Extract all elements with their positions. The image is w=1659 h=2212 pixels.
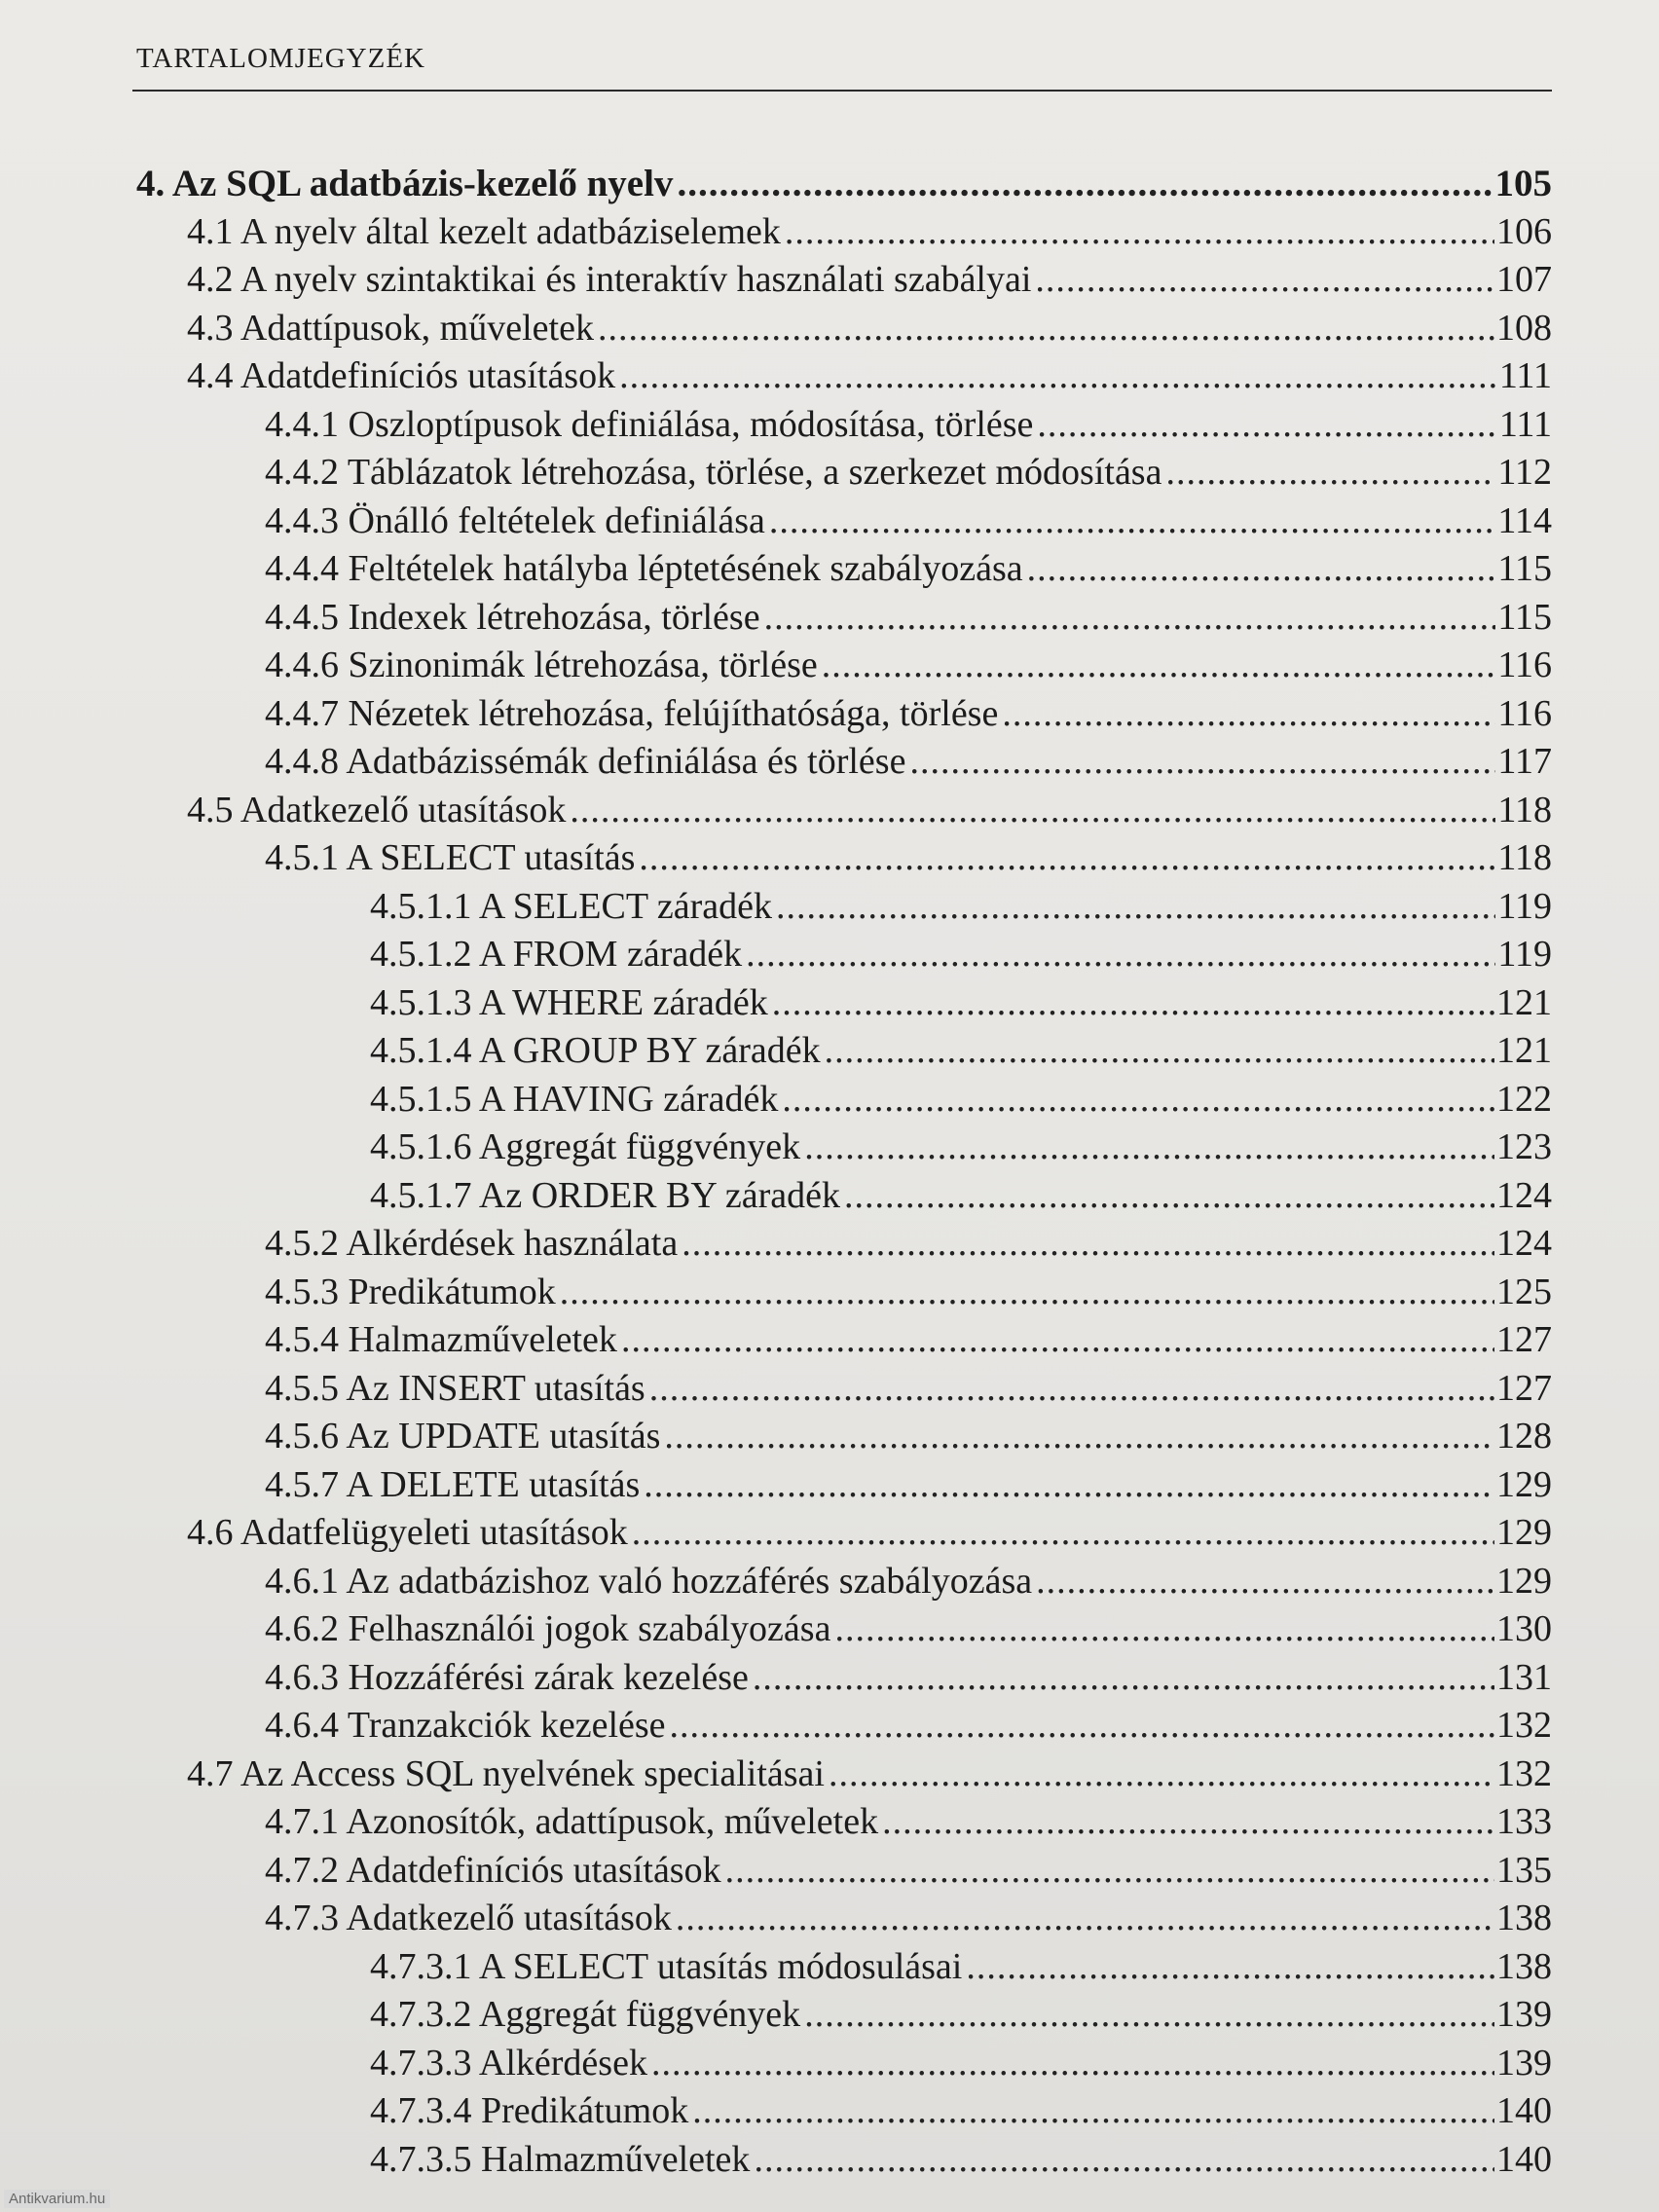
- toc-entry-page: 119: [1497, 934, 1552, 975]
- toc-entry-page: 118: [1497, 837, 1552, 878]
- toc-entry-page: 130: [1496, 1608, 1552, 1649]
- toc-entry-page: 115: [1497, 596, 1552, 638]
- dot-leader: [670, 1702, 1494, 1751]
- toc-entry-title: 4.6 Adatfelügyeleti utasítások: [187, 1512, 628, 1553]
- toc-entry: [370, 1172, 1552, 1221]
- dot-leader: [651, 2040, 1494, 2088]
- toc-entry-title: 4.5.1.3 A WHERE záradék: [370, 981, 768, 1023]
- dot-leader: [692, 2087, 1494, 2136]
- toc-entry-page: 111: [1498, 403, 1552, 445]
- dot-leader: [1002, 690, 1495, 739]
- toc-entry-title: 4.4.4 Feltételek hatályba léptetésének szabályozása: [265, 548, 1023, 589]
- toc-entry: [265, 1316, 1552, 1365]
- dot-leader: [754, 2136, 1494, 2185]
- toc-entry-page: 119: [1497, 885, 1552, 927]
- dot-leader: [753, 1654, 1494, 1703]
- toc-entry: [265, 1413, 1552, 1461]
- toc-entry: [265, 1220, 1552, 1269]
- toc-entry-title: 4.5.4 Halmazműveletek: [265, 1319, 617, 1360]
- toc-entry-title: 4.4.5 Indexek létrehozása, törlése: [265, 596, 760, 638]
- toc-entry-page: 138: [1496, 1945, 1552, 1987]
- toc-entry: [370, 1943, 1552, 1992]
- toc-entry: [265, 1365, 1552, 1414]
- dot-leader: [649, 1365, 1494, 1414]
- running-head: TARTALOMJEGYZÉK: [136, 43, 425, 74]
- toc-entry-page: 115: [1497, 548, 1552, 589]
- toc-entry: [265, 1605, 1552, 1654]
- dot-leader: [834, 1605, 1494, 1654]
- toc-entry-page: 112: [1497, 452, 1552, 493]
- toc-entry-title: 4.5.1.6 Aggregát függvények: [370, 1126, 801, 1167]
- toc-entry: [265, 834, 1552, 883]
- dot-leader: [804, 1124, 1494, 1172]
- dot-leader: [785, 208, 1494, 257]
- toc-entry: [265, 1558, 1552, 1606]
- dot-leader: [746, 931, 1495, 979]
- dot-leader: [772, 979, 1494, 1028]
- toc-entry: [370, 1027, 1552, 1076]
- toc-entry-page: 127: [1496, 1367, 1552, 1409]
- dot-leader: [644, 1461, 1494, 1510]
- toc-entry-page: 117: [1497, 741, 1552, 782]
- toc-entry-title: 4.4.7 Nézetek létrehozása, felújíthatósága, törlése: [265, 692, 999, 734]
- toc-entry: [187, 352, 1552, 401]
- dot-leader: [829, 1751, 1494, 1799]
- toc-entry-page: 118: [1497, 789, 1552, 830]
- dot-leader: [909, 738, 1495, 787]
- toc-entry-title: 4.1 A nyelv által kezelt adatbáziselemek: [187, 210, 781, 252]
- toc-entry-title: 4.4 Adatdefiníciós utasítások: [187, 355, 616, 396]
- toc-entry-title: 4.6.4 Tranzakciók kezelése: [265, 1705, 666, 1746]
- toc-entry-title: 4.2 A nyelv szintaktikai és interaktív használati szabályai: [187, 259, 1032, 300]
- toc-entry-title: 4.5.2 Alkérdések használata: [265, 1223, 679, 1264]
- toc-entry-title: 4.6.2 Felhasználói jogok szabályozása: [265, 1608, 831, 1649]
- toc-entry-title: 4.6.1 Az adatbázishoz való hozzáférés szabályozása: [265, 1560, 1033, 1602]
- dot-leader: [804, 1991, 1494, 2040]
- toc-entry-page: 129: [1496, 1512, 1552, 1553]
- toc-entry: [370, 1124, 1552, 1172]
- dot-leader: [639, 834, 1495, 883]
- dot-leader: [1165, 449, 1495, 498]
- dot-leader: [782, 1076, 1494, 1124]
- toc-entry-page: 138: [1496, 1898, 1552, 1938]
- toc-entry-title: 4.6.3 Hozzáférési zárak kezelése: [265, 1656, 749, 1698]
- toc-entry-page: 116: [1497, 692, 1552, 734]
- toc-entry: [370, 2087, 1552, 2136]
- toc-entry: [265, 690, 1552, 739]
- toc-entry-page: 124: [1496, 1174, 1552, 1216]
- toc-entry-title: 4.4.2 Táblázatok létrehozása, törlése, a szerkezet módosítása: [265, 452, 1162, 493]
- toc-entry-page: 129: [1496, 1463, 1552, 1505]
- toc-entry-title: 4.4.6 Szinonimák létrehozása, törlése: [265, 645, 818, 685]
- toc-entry: [187, 305, 1552, 353]
- toc-entry-title: 4.5.5 Az INSERT utasítás: [265, 1367, 645, 1409]
- toc-entry-title: 4.7.3.3 Alkérdések: [370, 2042, 647, 2083]
- toc-entry-page: 132: [1496, 1752, 1552, 1794]
- toc-entry-title: 4.5.6 Az UPDATE utasítás: [265, 1416, 661, 1456]
- toc-entry-title: 4.4.8 Adatbázissémák definiálása és törlése: [265, 741, 906, 782]
- toc-entry: [370, 979, 1552, 1028]
- dot-leader: [570, 787, 1495, 835]
- dot-leader: [677, 160, 1493, 208]
- toc-entry-title: 4.7.3 Adatkezelő utasítások: [265, 1898, 672, 1938]
- dot-leader: [676, 1895, 1494, 1943]
- toc-entry-page: 106: [1496, 210, 1552, 252]
- toc-entry: [136, 160, 1552, 208]
- toc-entry-page: 133: [1496, 1801, 1552, 1842]
- toc-entry-title: 4.7.3.2 Aggregát függvények: [370, 1994, 801, 2035]
- toc-entry-title: 4.7.1 Azonosítók, adattípusok, műveletek: [265, 1801, 879, 1842]
- toc-entry: [265, 1702, 1552, 1751]
- toc-entry-title: 4.4.1 Oszloptípusok definiálása, módosítása, törlése: [265, 403, 1034, 445]
- toc-entry-title: 4.7.3.1 A SELECT utasítás módosulásai: [370, 1945, 963, 1987]
- dot-leader: [632, 1509, 1494, 1558]
- toc-entry: [370, 1076, 1552, 1124]
- dot-leader: [822, 642, 1496, 690]
- toc-entry-title: 4.7.3.5 Halmazműveletek: [370, 2138, 751, 2180]
- toc-entry: [265, 1654, 1552, 1703]
- toc-entry-title: 4.5.7 A DELETE utasítás: [265, 1463, 641, 1505]
- toc-entry: [265, 1461, 1552, 1510]
- toc-entry: [370, 1991, 1552, 2040]
- dot-leader: [619, 352, 1497, 401]
- header-rule: [132, 90, 1552, 92]
- dot-leader: [725, 1847, 1494, 1896]
- toc-entry-page: 121: [1496, 1030, 1552, 1071]
- toc-entry-page: 105: [1494, 163, 1552, 204]
- toc-entry: [265, 1269, 1552, 1317]
- dot-leader: [825, 1027, 1494, 1076]
- dot-leader: [598, 305, 1494, 353]
- dot-leader: [844, 1172, 1494, 1221]
- toc-entry-page: 122: [1496, 1078, 1552, 1120]
- toc-entry-page: 121: [1496, 981, 1552, 1023]
- toc-entry-page: 107: [1496, 259, 1552, 300]
- dot-leader: [1036, 1558, 1494, 1606]
- toc-entry-title: 4.5.1.1 A SELECT záradék: [370, 885, 773, 927]
- toc-entry: [187, 256, 1552, 305]
- toc-entry: [265, 1895, 1552, 1943]
- toc-entry-page: 131: [1496, 1656, 1552, 1698]
- toc-entry-page: 132: [1496, 1705, 1552, 1746]
- dot-leader: [1035, 256, 1494, 305]
- toc-entry-title: 4.5.1.5 A HAVING záradék: [370, 1078, 779, 1120]
- toc-entry: [265, 449, 1552, 498]
- toc-entry-title: 4.7.3.4 Predikátumok: [370, 2090, 689, 2131]
- toc-entry-page: 123: [1496, 1126, 1552, 1167]
- toc-entry: [265, 1847, 1552, 1896]
- watermark: Antikvarium.hu: [4, 2190, 110, 2208]
- toc-entry-page: 108: [1496, 307, 1552, 349]
- toc-entry-page: 128: [1496, 1416, 1552, 1456]
- toc-entry-page: 139: [1496, 1994, 1552, 2035]
- toc-entry-title: 4.5.1.7 Az ORDER BY záradék: [370, 1174, 840, 1216]
- toc-entry: [265, 738, 1552, 787]
- toc-entry-title: 4.4.3 Önálló feltételek definiálása: [265, 499, 765, 541]
- toc-entry-title: 4.5 Adatkezelő utasítások: [187, 789, 567, 830]
- toc-entry-page: 135: [1496, 1849, 1552, 1891]
- toc-entry: [370, 931, 1552, 979]
- toc-entry: [187, 787, 1552, 835]
- toc-entry-page: 114: [1497, 499, 1552, 541]
- toc-entry-page: 124: [1496, 1223, 1552, 1264]
- dot-leader: [621, 1316, 1494, 1365]
- toc-entry: [265, 1798, 1552, 1847]
- dot-leader: [764, 594, 1496, 643]
- toc-entry-title: 4.5.1 A SELECT utasítás: [265, 837, 636, 878]
- dot-leader: [682, 1220, 1494, 1269]
- toc-entry-title: 4.7.2 Adatdefiníciós utasítások: [265, 1849, 721, 1891]
- toc-entry-title: 4.7 Az Access SQL nyelvének specialitásai: [187, 1752, 825, 1794]
- dot-leader: [1037, 401, 1496, 450]
- toc-entry-page: 140: [1496, 2138, 1552, 2180]
- toc-entry-page: 140: [1496, 2090, 1552, 2131]
- toc-entry: [265, 545, 1552, 594]
- dot-leader: [882, 1798, 1494, 1847]
- toc-entry-title: 4. Az SQL adatbázis-kezelő nyelv: [136, 163, 674, 204]
- toc-entry-title: 4.5.1.2 A FROM záradék: [370, 934, 743, 975]
- toc-entry-page: 116: [1497, 645, 1552, 685]
- dot-leader: [560, 1269, 1494, 1317]
- toc-entry-title: 4.3 Adattípusok, műveletek: [187, 307, 594, 349]
- toc-entry-page: 127: [1496, 1319, 1552, 1360]
- toc-entry: [265, 401, 1552, 450]
- toc-entry: [370, 2040, 1552, 2088]
- toc-entry: [187, 1509, 1552, 1558]
- toc-entry: [370, 883, 1552, 932]
- toc-entry-page: 139: [1496, 2042, 1552, 2083]
- toc-entry-page: 111: [1498, 355, 1552, 396]
- toc-entry-title: 4.5.1.4 A GROUP BY záradék: [370, 1030, 821, 1071]
- toc-entry-page: 129: [1496, 1560, 1552, 1602]
- toc-entry: [187, 208, 1552, 257]
- toc-entry: [265, 498, 1552, 546]
- toc-entry-page: 125: [1496, 1271, 1552, 1312]
- dot-leader: [1027, 545, 1496, 594]
- toc-entry-title: 4.5.3 Predikátumok: [265, 1271, 556, 1312]
- toc-entry: [265, 594, 1552, 643]
- dot-leader: [664, 1413, 1494, 1461]
- dot-leader: [776, 883, 1495, 932]
- toc-entry: [370, 2136, 1552, 2185]
- toc-entry: [187, 1751, 1552, 1799]
- dot-leader: [966, 1943, 1494, 1992]
- dot-leader: [769, 498, 1496, 546]
- toc-entry: [265, 642, 1552, 690]
